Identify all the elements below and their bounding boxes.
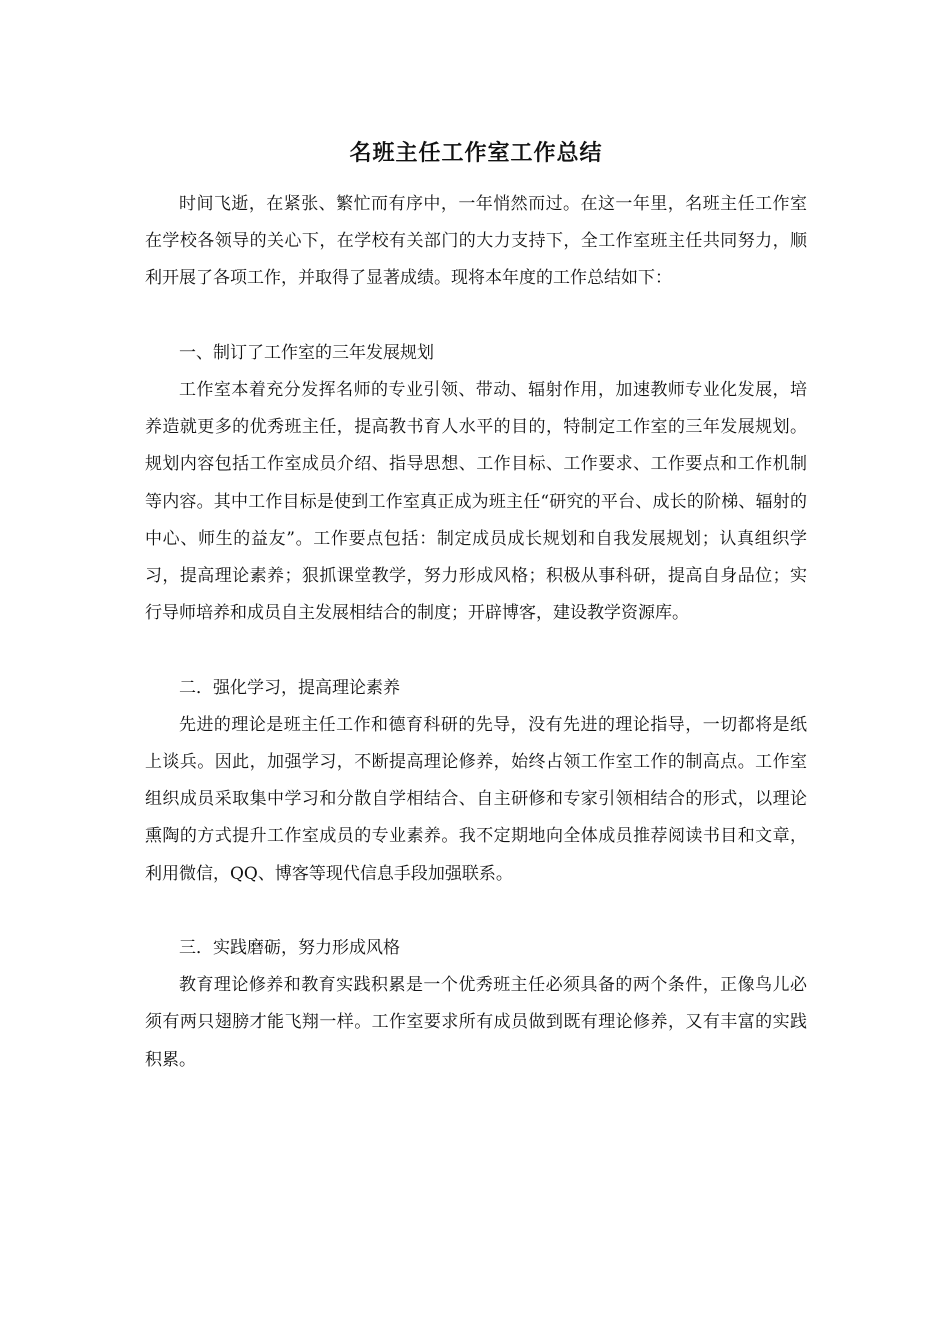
section-gap [145,298,807,335]
section-gap [145,632,807,669]
section-body-1: 工作室本着充分发挥名师的专业引领、带动、辐射作用，加速教师专业化发展，培养造就更多的优秀班主任，提高教书育人水平的目的，特制定工作室的三年发展规划。规划内容包括工作室成员介绍、指导思想、工作目标、工作要求、工作要点和工作机制等内容。其中工作目标是使到工作室真正成为班主任“研究的平台、成长的阶梯、辐射的中心、师生的益友”。工作要点包括：制定成员成长规划和自我发展规划；认真组织学习，提高理论素养；狠抓课堂教学，努力形成风格；积极从事科研，提高自身品位；实行导师培养和成员自主发展相结合的制度；开辟博客，建设教学资源库。 [145,380,807,624]
section-heading-2: 二．强化学习，提高理论素养 [179,677,400,698]
section-gap [145,893,807,930]
section-body-3: 教育理论修养和教育实践积累是一个优秀班主任必须具备的两个条件，正像鸟儿必须有两只翅膀才能飞翔一样。工作室要求所有成员做到既有理论修养，又有丰富的实践积累。 [145,975,807,1070]
document-title: 名班主任工作室工作总结 [349,140,603,166]
section-heading-1: 一、制订了工作室的三年发展规划 [179,342,434,363]
section-heading-3: 三．实践磨砺，努力形成风格 [179,938,400,959]
section-body-2: 先进的理论是班主任工作和德育科研的先导，没有先进的理论指导，一切都将是纸上谈兵。因此，加强学习，不断提高理论修养，始终占领工作室工作的制高点。工作室组织成员采取集中学习和分散自学相结合、自主研修和专家引领相结合的形式，以理论熏陶的方式提升工作室成员的专业素养。我不定期地向全体成员推荐阅读书目和文章，利用微信，QQ、博客等现代信息手段加强联系。 [145,714,807,884]
intro-paragraph: 时间飞逝，在紧张、繁忙而有序中，一年悄然而过。在这一年里，名班主任工作室在学校各领导的关心下，在学校有关部门的大力支持下，全工作室班主任共同努力，顺利开展了各项工作，并取得了显著成绩。现将本年度的工作总结如下： [145,194,807,289]
document-page [145,138,807,1079]
